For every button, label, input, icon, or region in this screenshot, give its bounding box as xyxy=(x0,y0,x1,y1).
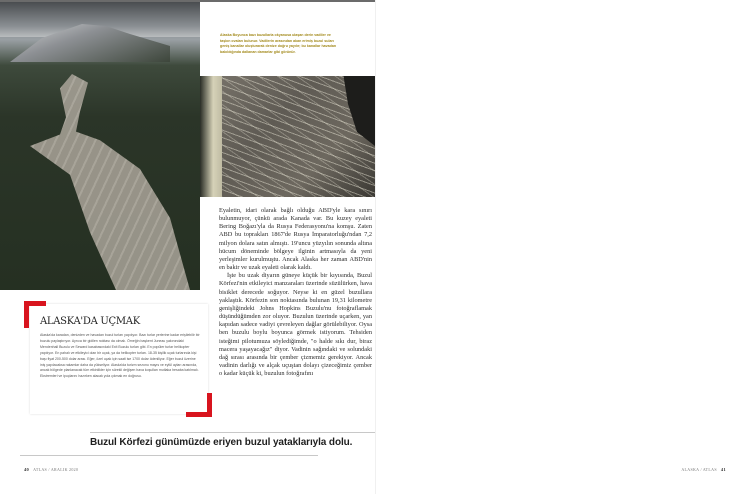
body-paragraph: Eyaletin, idari olarak bağlı olduğu ABD'yle kara sınırı bulunmuyor, çünkü arada Kanada var. Bu kuzey eyaleti Bering Boğazı'yla da Rusya Federasyonu'na komşu. Zaten ABD bu toprakları 1867'de Rusya İmparatorluğu'ndan 7,2 milyon dolara satın almıştı. 19'uncu yüzyılın sonunda altına hücum döneminde bölgeye ilginin artmasıyla da yeni yerleşimler kurulmuştu. Ancak Alaska her zaman ABD'nin en bakir ve uzak eyaleti olarak kaldı. xyxy=(219,207,372,272)
red-corner-mark-top-left xyxy=(24,301,29,328)
page-number-right: 41 xyxy=(720,467,726,472)
footer-left-text: ATLAS / ARALIK 2020 xyxy=(33,467,79,472)
page-number-left: 40 xyxy=(24,467,30,472)
footer-right xyxy=(681,467,726,472)
headline-rule-bottom xyxy=(20,455,318,456)
footer-right-text: ALASKA / ATLAS xyxy=(681,467,717,472)
photo-caption: Alaska Boyunca bazı buzullarla okyanusa ulaşan derin vadiler ve taşkın ovaları bulunur. Vadilerin arasından akan erimiş buzul suları geniş kanallar oluşturarak denize doğru yayılır; bu kanallar havadan bakıldığında dallanan damarlar gibi görünür. xyxy=(220,33,337,54)
sidebar-title: ALASKA'DA UÇMAK xyxy=(40,316,140,327)
glacier-valley-photo xyxy=(0,2,200,290)
article-body xyxy=(219,207,372,378)
body-paragraph: İşte bu uzak diyarın güneye küçük bir kıyısında, Buzul Körfezi'nin etkileyici manzaraları üzerinde süzülürken, hava bisiklet derecede soğuyor. Neyse ki en güzel buzullara yaklaştık. Körfezin son noktasında bulunan 19,31 kilometre genişliğindeki Johns Hopkins Buzulu'nu fotoğraflamak düşündüğümden zor oluyor. Buzulun üzerinde uçarken, yan kapıdan sadece vadiyi çevreleyen dağlar görülebiliyor. Oysa ben buzulu boylu boyunca görmek istiyorum. Tehsiden isteğimi pilotumuza söylediğimde, "o halde sıkı dur, biraz macera yaşayacağız" diyor. Vadinin sağındaki ve solundaki dağ sırası arasında bir çember çizmemiz gerekiyor. Ancak vadinin darlığı ve alçak uçuştan dolayı çizeceğimiz çember o kadar küçük ki, buzulun fotoğrafını xyxy=(219,272,372,378)
page-spine xyxy=(375,0,376,494)
headline-rule-top xyxy=(90,432,375,433)
sidebar-text: Alaska'da karadan, denizden ve havadan buzul turları yapılıyor. Bazı turlar yerlerine kadar erişilebilir bir buzulu paylaştırıyor. Ayrıca bir gidilen noktası da olmalı. Örneğin başkent Juneau yakınındaki Mendenhall Buzulu ve Seward kasabasındaki Exit Buzulu turları gibi. En popüler turlar helikopter yapılıyor. En pahalı ve etkileyici olan bir uçak, ya da helikopter turları. 18-35 kişilik uçak turlarında kişi başı fiyat 200-500 dolar arası. Eğer, özel uçak için saati ise 1700 dolar ödeniliyor. Eğer buzul üzerine iniş yapılacaksa rakamlar daha da yükseliyor. Alaska'da turizm sezonu mayıs ve eylül ayları arasında, ancak bölgede planlanacak tüm etkinlikler için sürekli değişen hava koşulları mutlaka hesaba katılmalı. Ekstremleri ve ipuçlarını hazırken alacak yola çıkmak en doğrusu. xyxy=(40,333,200,379)
red-corner-mark-bottom-right xyxy=(207,393,212,417)
footer-left xyxy=(24,467,78,472)
pull-headline: Buzul Körfezi günümüzde eriyen buzul yataklarıyla dolu. xyxy=(90,437,353,448)
braided-delta-photo xyxy=(200,76,375,197)
photo-shore xyxy=(200,76,222,197)
